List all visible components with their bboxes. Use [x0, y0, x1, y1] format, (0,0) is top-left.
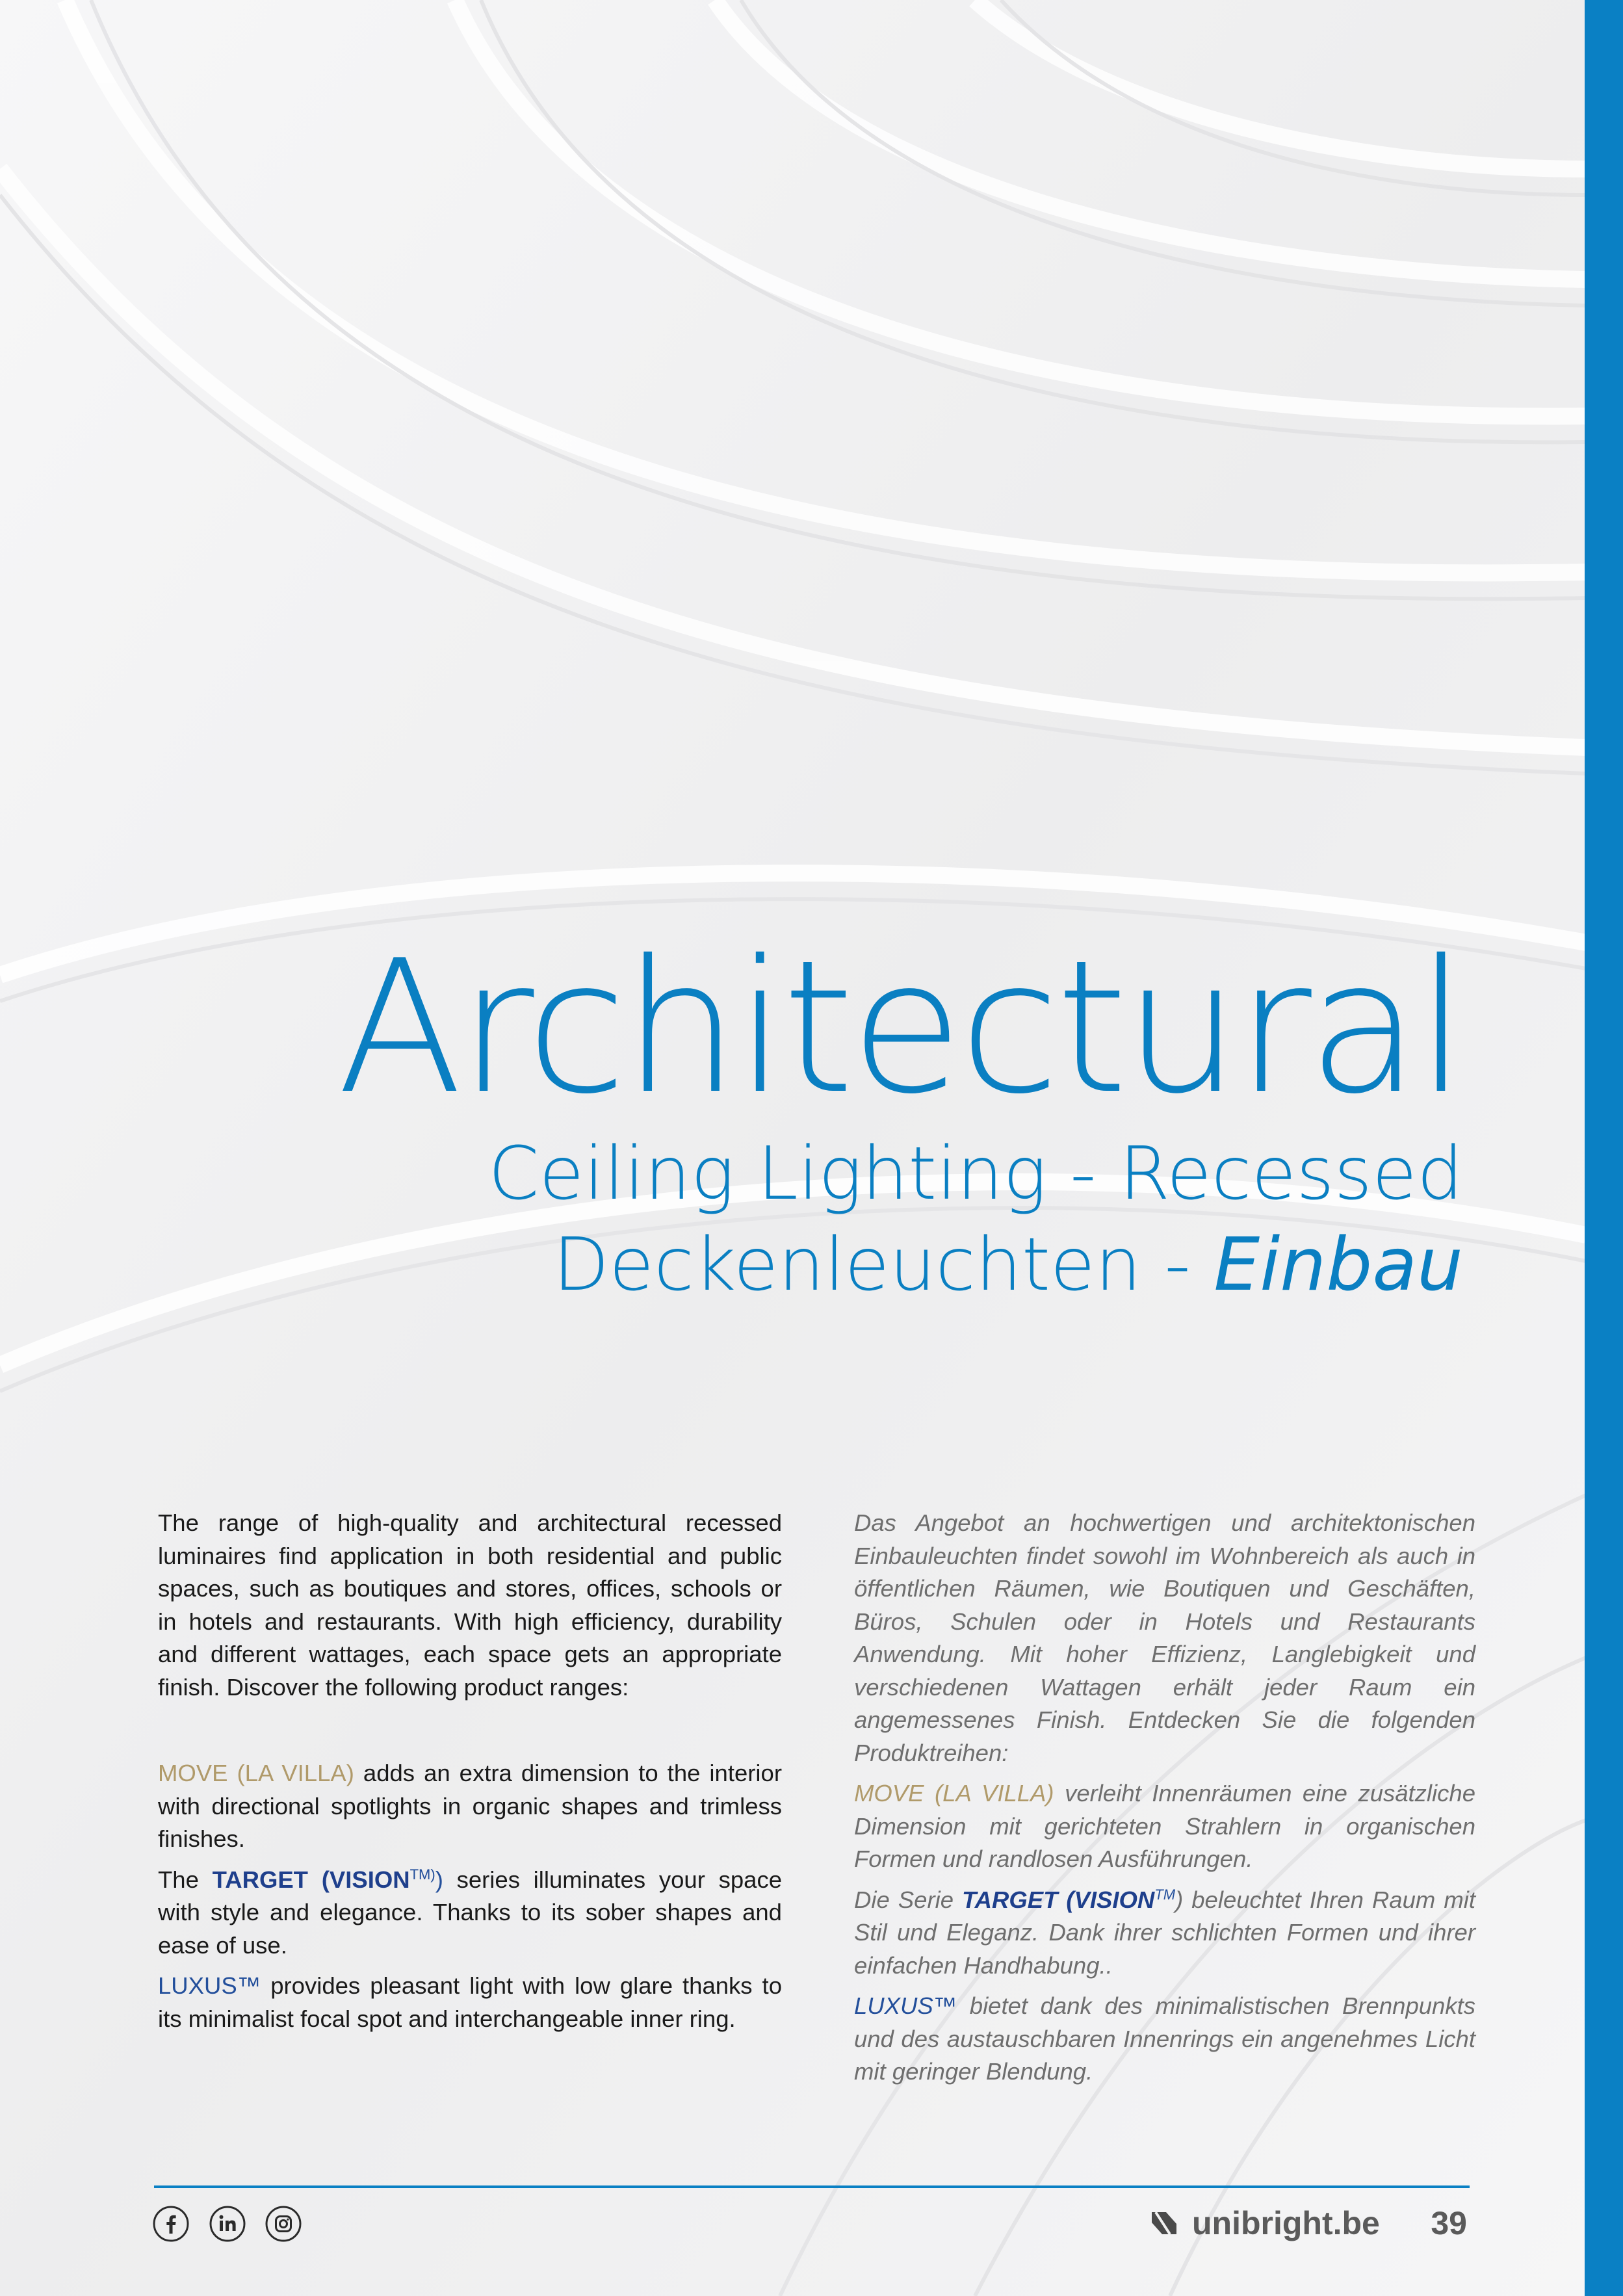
german-move-paragraph [854, 1777, 1475, 1876]
subtitle-german [228, 1220, 1463, 1311]
english-target-text: series illuminates your space with style and elegance. Thanks to its sober shapes and ease of use. [158, 1866, 782, 1959]
linkedin-icon[interactable] [209, 2205, 246, 2243]
english-luxus-name: LUXUS™ [158, 1972, 261, 1999]
accent-side-bar [1585, 0, 1623, 2296]
english-luxus-text: provides pleasant light with low glare thanks to its minimalist focal spot and interchangeable inner ring. [158, 1972, 782, 2032]
brand-link[interactable] [1150, 2200, 1380, 2246]
facebook-icon[interactable] [152, 2205, 190, 2243]
german-luxus-text: bietet dank des minimalistischen Brennpunkts und des austauschbaren Innenrings ein angenehmes Licht mit geringer Blendung. [854, 1992, 1475, 2085]
english-target-name: TARGET (VISION [212, 1866, 410, 1893]
subtitle-german-italic: Einbau [1214, 1223, 1463, 1307]
english-column [158, 1507, 782, 2035]
brand-logo-icon [1150, 2210, 1178, 2237]
english-move-paragraph [158, 1757, 782, 1856]
subtitle-english: Ceiling Lighting - Recessed [488, 1132, 1463, 1216]
title-block [228, 920, 1463, 1311]
german-target-text: ) beleuchtet Ihren Raum mit Stil und Eleganz. Dank ihrer schlichten Formen und ihrer einfachen Handhabung.. [854, 1886, 1475, 1979]
german-target-paragraph [854, 1884, 1475, 1983]
page-title: Architectural [337, 920, 1463, 1134]
instagram-icon[interactable] [265, 2205, 302, 2243]
german-column [854, 1507, 1475, 2089]
german-move-name: MOVE (LA VILLA) [854, 1780, 1054, 1807]
page-number: 39 [1431, 2205, 1467, 2241]
english-target-tm: TM) [409, 1866, 435, 1883]
german-intro: Das Angebot an hochwertigen und architektonischen Einbauleuchten findet sowohl im Wohnbereich als auch in öffentlichen Räumen, wie Boutiquen und Geschäften, Büros, Schulen oder in Hotels und Restaurants Anwendung. Mit hoher Effizienz, Langlebigkeit und verschiedenen Wattagen erhält jeder Raum ein angemessenes Finish. Entdecken Sie die folgenden Produktreihen: [854, 1509, 1475, 1766]
footer-divider [154, 2185, 1470, 2188]
english-luxus-paragraph [158, 1970, 782, 2035]
english-move-name: MOVE (LA VILLA) [158, 1760, 354, 1786]
english-target-close: ) [435, 1866, 443, 1893]
english-intro: The range of high-quality and architectural recessed luminaires find application in both residential and public spaces, such as boutiques and stores, offices, schools or in hotels and restaurants. With high efficiency, durability and different wattages, each space gets an appropriate finish. Discover the following product ranges: [158, 1509, 782, 1701]
german-move-text: verleiht Innenräumen eine zusätzliche Dimension mit gerichteten Strahlern in organischen Formen und randlosen Ausführungen. [854, 1780, 1475, 1872]
german-luxus-paragraph [854, 1990, 1475, 2089]
english-target-paragraph [158, 1864, 782, 1963]
brand-name: unibright.be [1192, 2205, 1380, 2241]
subtitle-german-prefix: Deckenleuchten - [552, 1223, 1214, 1307]
german-target-tm: TM [1154, 1886, 1176, 1903]
english-target-pre: The [158, 1866, 213, 1893]
german-luxus-name: LUXUS™ [854, 1992, 957, 2019]
german-target-pre: Die Serie [854, 1886, 963, 1913]
english-move-text: adds an extra dimension to the interior with directional spotlights in organic shapes and trimless finishes. [158, 1760, 783, 1852]
german-target-name: TARGET (VISION [962, 1886, 1155, 1913]
